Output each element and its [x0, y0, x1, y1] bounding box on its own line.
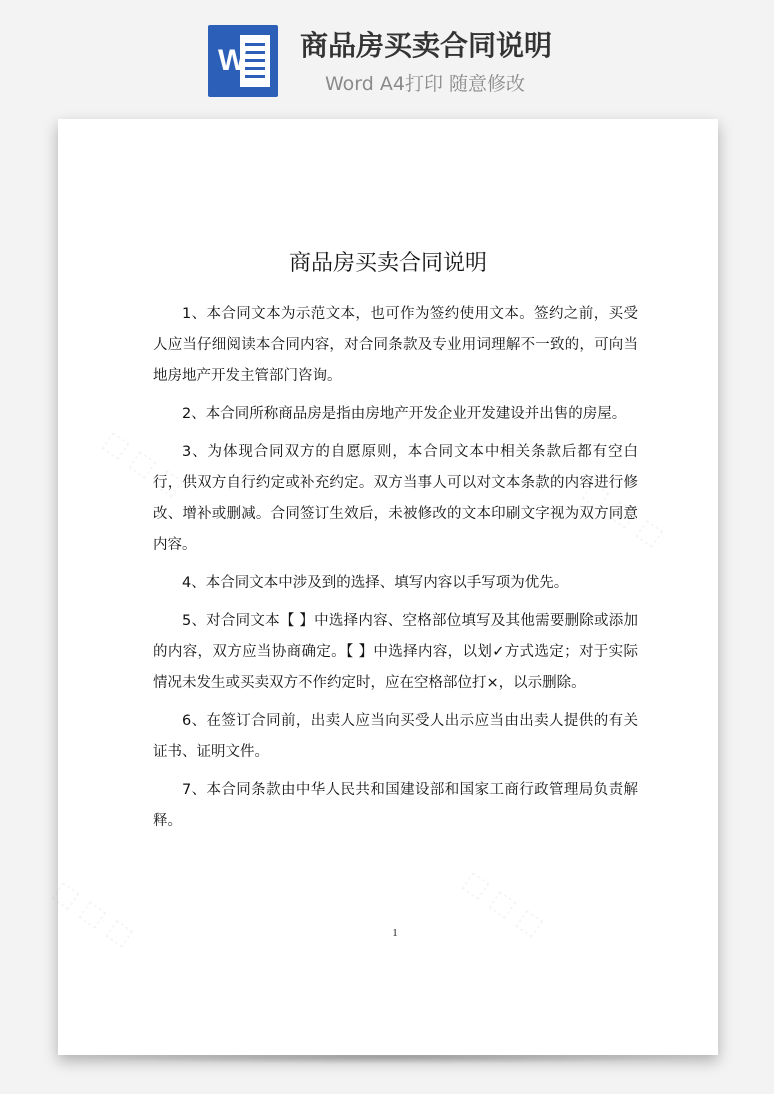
watermark: ⬚ ⬚ ⬚ [457, 865, 549, 943]
document-page [47, 119, 718, 1055]
paragraph: 5、对合同文本【 】中选择内容、空格部位填写及其他需要删除或添加的内容，双方应当协商确定。【 】中选择内容，以划✓方式选定；对于实际情况未发生或买卖双方不作约定时，应在空格部位打×，以示删除。 [153, 613, 638, 691]
header [0, 0, 774, 110]
watermark: ⬚ ⬚ ⬚ [97, 425, 189, 503]
watermark: ⬚ ⬚ ⬚ [47, 875, 139, 953]
document-body [153, 299, 638, 844]
document-title: 商品房买卖合同说明 [288, 251, 487, 276]
paragraph: 4、本合同文本中涉及到的选择、填写内容以手写项为优先。 [182, 575, 569, 591]
paragraph: 3、为体现合同双方的自愿原则，本合同文本中相关条款后都有空白行，供双方自行约定或补充约定。双方当事人可以对文本条款的内容进行修改、增补或删减。合同签订生效后，未被修改的文本印刷文字视为双方同意内容。 [153, 444, 638, 553]
header-subtitle: Word A4打印 随意修改 [325, 73, 526, 95]
paragraph: 2、本合同所称商品房是指由房地产开发企业开发建设并出售的房屋。 [182, 406, 627, 422]
page-number: 1 [392, 927, 398, 939]
word-document-icon [208, 25, 278, 97]
header-title: 商品房买卖合同说明 [300, 29, 553, 62]
watermark: ⬚ ⬚ ⬚ [577, 475, 669, 553]
paragraph: 6、在签订合同前，出卖人应当向买受人出示应当由出卖人提供的有关证书、证明文件。 [153, 713, 638, 760]
paragraph: 7、本合同条款由中华人民共和国建设部和国家工商行政管理局负责解释。 [153, 782, 638, 829]
paragraph: 1、本合同文本为示范文本，也可作为签约使用文本。签约之前，买受人应当仔细阅读本合同内容，对合同条款及专业用词理解不一致的，可向当地房地产开发主管部门咨询。 [153, 306, 638, 384]
word-icon-letter: W [218, 44, 247, 77]
